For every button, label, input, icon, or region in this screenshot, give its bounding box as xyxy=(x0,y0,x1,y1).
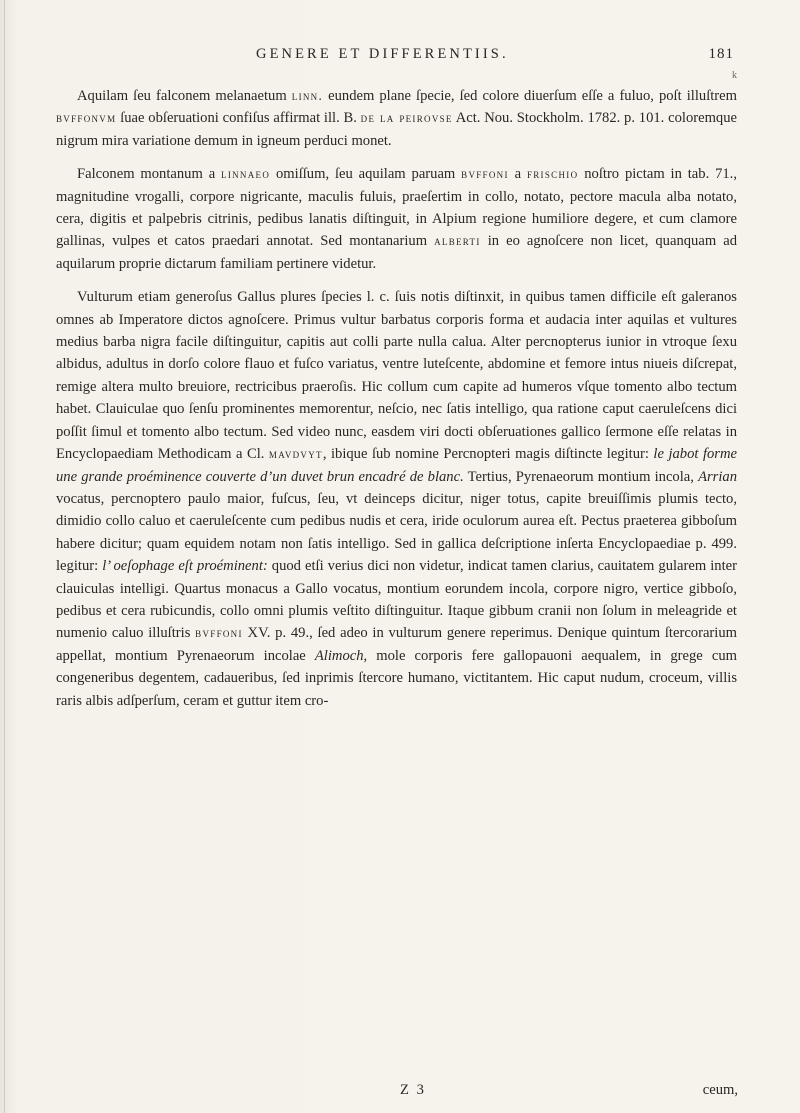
italic-text: le jabot forme une grande proéminence couverte d’un duvet brun encadré de blanc. xyxy=(56,446,737,485)
text-run: , ibique ſub nomine Percnopteri magis diſtincte legitur: xyxy=(322,446,654,463)
paragraph-2 xyxy=(56,163,737,275)
name-small-caps: mavdvyt xyxy=(268,446,323,462)
italic-text: Alimoch xyxy=(314,647,364,664)
running-head: GENERE ET DIFFERENTIIS. xyxy=(256,46,509,62)
text-run: omiſſum, ſeu aquilam paruam xyxy=(270,166,462,183)
text-run: vocatus, percnoptero paulo maior, fuſcus, ſeu, vt deinceps dicitur, niger totus, capite breuiſſimis plumis tecto, dimidio collo caluo et caeruleſcente cum pedibus nudis et cera, iride oculorum aurea eſt. Pectus praeterea gibboſum habere dicitur; quam equidem notam non ſatis intelligo. Sed in gallica deſcriptione inſerta Encyclopaediae p. 499. legitur: xyxy=(56,490,737,575)
text-run: noſtro pictam in tab. 71., magnitudine vrogalli, corpore nigricante, maculis fuluis, praeſertim in collo, notato, pectore macula alba notato, cera, digitis et palpebris citrinis, pedibus lanatis diſtinguit, in Alpium regione humiliore degere, et cum clamore gallinas, vulpes et catos praedari annotat. Sed montanarium xyxy=(56,166,737,250)
text-run: Act. Nou. Stockholm. 1782. p. 101. coloremque nigrum mira variatione demum in igneum perduci monet. xyxy=(56,110,737,149)
text-run: , mole corporis fere gallopauoni aequalem, in grege cum congeneribus degentem, cadaueribus, ſed inprimis ſtercore humano, victitantem. Hic caput nudum, croceum, villis raris albis adſperſum, ceram et guttur item cro- xyxy=(56,647,738,709)
name-small-caps: linn. xyxy=(291,88,324,103)
text-run: Falconem montanum a xyxy=(77,166,222,183)
name-small-caps: linnaeo xyxy=(221,166,271,182)
text-run: Tertius, Pyrenaeorum montium incola, xyxy=(463,468,699,485)
italic-text: Arrian xyxy=(698,468,737,485)
name-small-caps: de la peirovse xyxy=(360,110,453,126)
name-small-caps: bvffoni xyxy=(195,625,243,641)
text-run: quod etſi verius dici non videtur, indicat tamen clarius, cauitatem gularem inter clauiculas intelligi. Quartus monacus a Gallo vocatus, montium eorundem incola, corpore nigro, vertice gibboſo, pedibus et cera rubicundis, collo omni plumis veſtito diſtinguitur. Itaque gibbum cranii non ſolum in meleagride et numenio caluo illuſtris xyxy=(56,558,737,642)
text-run: Aquilam ſeu falconem melanaetum xyxy=(77,88,292,104)
text-run: in eo agnoſcere non licet, quanquam ad aquilarum proprie dictarum familiam pertinere videtur. xyxy=(56,233,737,272)
page-number: 181 xyxy=(708,46,734,62)
text-run: Vulturum etiam generoſus Gallus plures ſpecies l. c. ſuis notis diſtinxit, in quibus tamen difficile eſt galeranos omnes ab Imperatore dictos agnoſcere. Primus vultur barbatus corporis forma et audacia inter aquilas et vultures medius barba nigra facile diſtinguitur, capitis aut colli parte nulla calua. Alter percnopterus iunior in vtroque ſexu albidus, adultus in dorſo colore flauo et fuſco variatus, ventre luteſcente, abdomine et femore intus niueis diſcrepat, remige altera multo breuiore, rectricibus praeroſis. Hic collum cum capite ad humeros vſque tomento albo tectum habet. Clauiculae quo ſenſu prominentes memorentur, neſcio, nec ſatis intelligo, qua ratione caput caeruleſcens dici poſſit ſimul et tomento albo tectum. Sed video nunc, easdem viri docti obſeruationes gallico ſermone eſſe relatas in Encyclopaediam Methodicam a Cl. xyxy=(56,289,737,463)
body-text xyxy=(56,85,737,712)
name-small-caps: alberti xyxy=(434,233,481,249)
corner-mark: k xyxy=(732,70,737,81)
text-run: eundem plane ſpecie, ſed colore diuerſum eſſe a fuluo, poſt illuſtrem xyxy=(323,88,737,104)
page-header xyxy=(256,46,734,70)
text-run: XV. p. 49., ſed adeo in vulturum genere reperimus. Denique quintum ſtercorarium appellat, montium Pyrenaeorum incolae xyxy=(56,625,737,664)
name-small-caps: bvffonvm xyxy=(56,110,117,126)
catchword: ceum, xyxy=(702,1082,738,1098)
text-run: a xyxy=(508,166,527,183)
name-small-caps: frischio xyxy=(526,166,579,182)
text-run: ſuae obſeruationi confiſus affirmat ill. B. xyxy=(116,110,361,127)
page-gutter-edge xyxy=(4,0,5,1113)
paragraph-3 xyxy=(56,286,737,712)
signature-mark: Z 3 xyxy=(400,1082,426,1098)
italic-text: l’ oeſophage eſt proéminent: xyxy=(102,558,268,575)
name-small-caps: bvffoni xyxy=(461,166,509,182)
paragraph-1 xyxy=(56,85,737,152)
